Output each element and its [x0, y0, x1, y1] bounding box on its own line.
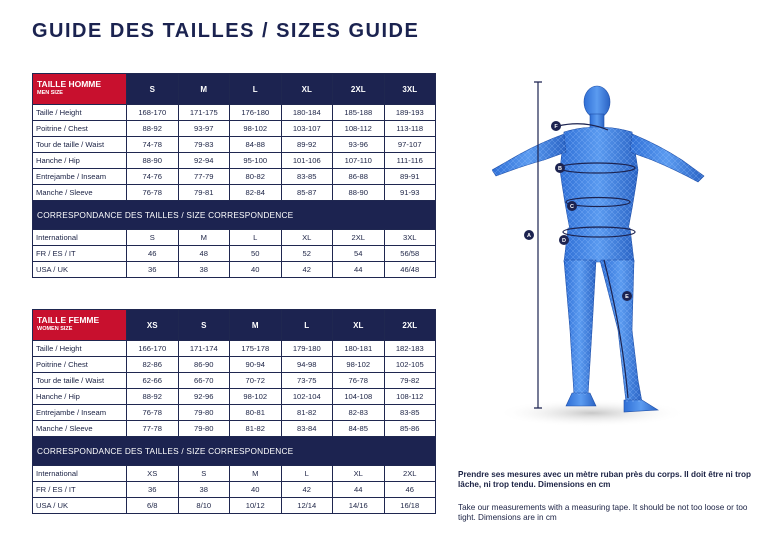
women-header-row [33, 310, 436, 341]
table-cell: 94-98 [281, 357, 333, 373]
marker-e-label: E [625, 294, 629, 300]
table-cell: 104-108 [333, 389, 385, 405]
table-cell: 84-88 [230, 137, 282, 153]
table-cell: 77-79 [178, 169, 230, 185]
table-row [33, 246, 436, 262]
table-cell: S [127, 230, 179, 246]
row-label: Tour de taille / Waist [33, 137, 127, 153]
table-cell: 36 [127, 482, 179, 498]
table-row [33, 137, 436, 153]
table-row [33, 341, 436, 357]
row-label: International [33, 230, 127, 246]
table-cell: M [230, 466, 282, 482]
table-cell: 12/14 [281, 498, 333, 514]
table-cell: 93-97 [178, 121, 230, 137]
table-cell: 182-183 [384, 341, 436, 357]
table-cell: 89-92 [281, 137, 333, 153]
men-table-label [33, 74, 127, 105]
table-cell: 81-82 [230, 421, 282, 437]
table-cell: 77-78 [127, 421, 179, 437]
table-cell: 88-90 [127, 153, 179, 169]
table-cell: 46/48 [384, 262, 436, 278]
table-cell: 92-96 [178, 389, 230, 405]
table-row [33, 357, 436, 373]
table-cell: 48 [178, 246, 230, 262]
table-cell: L [230, 230, 282, 246]
table-cell: 73-75 [281, 373, 333, 389]
table-row [33, 373, 436, 389]
page-title: GUIDE DES TAILLES / SIZES GUIDE [32, 20, 420, 42]
table-cell: 79-81 [178, 185, 230, 201]
table-row [33, 105, 436, 121]
table-row [33, 482, 436, 498]
row-label: Taille / Height [33, 105, 127, 121]
row-label: Poitrine / Chest [33, 121, 127, 137]
table-cell: 108-112 [333, 121, 385, 137]
table-cell: 54 [333, 246, 385, 262]
women-correspondence-header [33, 437, 436, 466]
table-cell: 82-84 [230, 185, 282, 201]
table-cell: 6/8 [127, 498, 179, 514]
table-cell: 83-85 [281, 169, 333, 185]
marker-f [551, 121, 561, 131]
row-label: FR / ES / IT [33, 482, 127, 498]
table-cell: L [281, 466, 333, 482]
table-cell: 10/12 [230, 498, 282, 514]
table-cell: 91-93 [384, 185, 436, 201]
table-cell: 107-110 [333, 153, 385, 169]
marker-c-label: C [570, 204, 574, 210]
table-cell: XS [127, 466, 179, 482]
table-cell: 171-175 [178, 105, 230, 121]
marker-b-label: B [558, 166, 562, 172]
table-cell: 93-96 [333, 137, 385, 153]
table-cell: 111-116 [384, 153, 436, 169]
body-measurement-figure [492, 80, 752, 430]
men-label: TAILLE HOMME [37, 79, 102, 89]
table-cell: 79-80 [178, 421, 230, 437]
row-label: Taille / Height [33, 341, 127, 357]
row-label: Tour de taille / Waist [33, 373, 127, 389]
table-cell: 102-105 [384, 357, 436, 373]
correspondence-title: CORRESPONDANCE DES TAILLES / SIZE CORRESPONDENCE [33, 201, 436, 230]
table-cell: 80-82 [230, 169, 282, 185]
table-cell: 103-107 [281, 121, 333, 137]
women-table-label [33, 310, 127, 341]
table-cell: 185-188 [333, 105, 385, 121]
row-label: Poitrine / Chest [33, 357, 127, 373]
women-size-header: XS [127, 310, 179, 341]
table-cell: 189-193 [384, 105, 436, 121]
women-size-header: S [178, 310, 230, 341]
correspondence-title: CORRESPONDANCE DES TAILLES / SIZE CORRESPONDENCE [33, 437, 436, 466]
men-size-header: M [178, 74, 230, 105]
table-cell: 79-83 [178, 137, 230, 153]
table-cell: 86-90 [178, 357, 230, 373]
row-label: FR / ES / IT [33, 246, 127, 262]
row-label: Hanche / Hip [33, 389, 127, 405]
table-row [33, 498, 436, 514]
women-size-header: XL [333, 310, 385, 341]
table-cell: S [178, 466, 230, 482]
table-cell: XL [281, 230, 333, 246]
table-cell: 44 [333, 262, 385, 278]
men-header-row [33, 74, 436, 105]
men-sublabel: MEN SIZE [37, 90, 63, 96]
table-cell: 16/18 [384, 498, 436, 514]
table-cell: XL [333, 466, 385, 482]
table-row [33, 262, 436, 278]
table-cell: 88-90 [333, 185, 385, 201]
table-cell: 66-70 [178, 373, 230, 389]
table-cell: 42 [281, 262, 333, 278]
men-correspondence-header [33, 201, 436, 230]
row-label: Entrejambe / Inseam [33, 169, 127, 185]
women-label: TAILLE FEMME [37, 315, 100, 325]
table-cell: 36 [127, 262, 179, 278]
women-sublabel: WOMEN SIZE [37, 326, 73, 332]
table-cell: 40 [230, 262, 282, 278]
table-cell: 113-118 [384, 121, 436, 137]
table-cell: 76-78 [127, 185, 179, 201]
table-cell: 76-78 [333, 373, 385, 389]
men-size-header: L [230, 74, 282, 105]
table-row [33, 389, 436, 405]
table-cell: 98-102 [230, 389, 282, 405]
table-cell: 101-106 [281, 153, 333, 169]
women-size-header: 2XL [384, 310, 436, 341]
height-line [534, 82, 542, 408]
table-cell: 92-94 [178, 153, 230, 169]
table-cell: 180-184 [281, 105, 333, 121]
table-cell: 81-82 [281, 405, 333, 421]
table-row [33, 121, 436, 137]
table-row [33, 153, 436, 169]
table-cell: 38 [178, 262, 230, 278]
measurement-instructions-fr: Prendre ses mesures avec un mètre ruban près du corps. Il doit être ni trop lâche, ni trop tendu. Dimensions en cm [458, 470, 752, 489]
table-cell: 79-80 [178, 405, 230, 421]
table-cell: 44 [333, 482, 385, 498]
table-cell: 108-112 [384, 389, 436, 405]
table-row [33, 185, 436, 201]
row-label: USA / UK [33, 262, 127, 278]
row-label: USA / UK [33, 498, 127, 514]
table-cell: 168-170 [127, 105, 179, 121]
table-cell: 86-88 [333, 169, 385, 185]
table-cell: 176-180 [230, 105, 282, 121]
men-size-header: 2XL [333, 74, 385, 105]
men-size-table [32, 73, 436, 278]
row-label: Manche / Sleeve [33, 185, 127, 201]
table-cell: 2XL [333, 230, 385, 246]
row-label: Manche / Sleeve [33, 421, 127, 437]
table-row [33, 405, 436, 421]
table-cell: 62-66 [127, 373, 179, 389]
table-cell: 180-181 [333, 341, 385, 357]
table-cell: 52 [281, 246, 333, 262]
row-label: Entrejambe / Inseam [33, 405, 127, 421]
row-label: Hanche / Hip [33, 153, 127, 169]
women-size-table [32, 309, 436, 514]
table-row [33, 169, 436, 185]
table-cell: 38 [178, 482, 230, 498]
table-cell: 74-78 [127, 137, 179, 153]
marker-c [567, 201, 577, 211]
row-label: International [33, 466, 127, 482]
table-cell: 76-78 [127, 405, 179, 421]
table-cell: 84-85 [333, 421, 385, 437]
table-cell: 88-92 [127, 389, 179, 405]
marker-d-label: D [562, 238, 566, 244]
table-cell: 14/16 [333, 498, 385, 514]
marker-d [559, 235, 569, 245]
table-cell: 46 [127, 246, 179, 262]
table-cell: 98-102 [333, 357, 385, 373]
table-cell: 46 [384, 482, 436, 498]
table-cell: 85-87 [281, 185, 333, 201]
table-cell: 83-85 [384, 405, 436, 421]
marker-f-label: F [554, 124, 558, 130]
marker-a-label: A [527, 233, 531, 239]
men-size-header: XL [281, 74, 333, 105]
table-cell: 8/10 [178, 498, 230, 514]
table-row [33, 466, 436, 482]
table-cell: 79-82 [384, 373, 436, 389]
table-cell: 179-180 [281, 341, 333, 357]
women-size-header: M [230, 310, 282, 341]
table-cell: 89-91 [384, 169, 436, 185]
table-cell: 42 [281, 482, 333, 498]
table-cell: 56/58 [384, 246, 436, 262]
table-cell: 166-170 [127, 341, 179, 357]
table-cell: 3XL [384, 230, 436, 246]
table-cell: 171-174 [178, 341, 230, 357]
table-cell: 83-84 [281, 421, 333, 437]
table-cell: 98-102 [230, 121, 282, 137]
table-cell: 90-94 [230, 357, 282, 373]
table-cell: 82-83 [333, 405, 385, 421]
men-size-header: 3XL [384, 74, 436, 105]
table-cell: 2XL [384, 466, 436, 482]
women-size-header: L [281, 310, 333, 341]
measurement-instructions-en: Take our measurements with a measuring tape. It should be not too loose or too tight. Dimensions are in cm [458, 503, 748, 522]
table-cell: 175-178 [230, 341, 282, 357]
table-cell: 70-72 [230, 373, 282, 389]
table-row [33, 230, 436, 246]
table-cell: 88-92 [127, 121, 179, 137]
men-size-header: S [127, 74, 179, 105]
table-row [33, 421, 436, 437]
table-cell: 74-76 [127, 169, 179, 185]
marker-a [524, 230, 534, 240]
table-cell: 40 [230, 482, 282, 498]
table-cell: 80-81 [230, 405, 282, 421]
human-body-model [492, 86, 704, 412]
table-cell: 102-104 [281, 389, 333, 405]
marker-b [555, 163, 565, 173]
table-cell: 97-107 [384, 137, 436, 153]
marker-e [622, 291, 632, 301]
table-cell: 85-86 [384, 421, 436, 437]
table-cell: 82-86 [127, 357, 179, 373]
table-cell: M [178, 230, 230, 246]
table-cell: 50 [230, 246, 282, 262]
table-cell: 95-100 [230, 153, 282, 169]
